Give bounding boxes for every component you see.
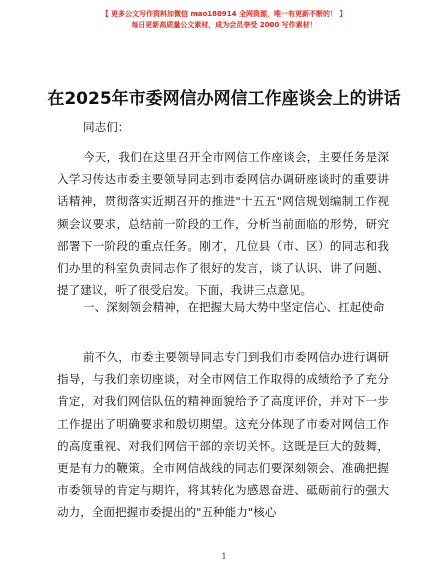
page-number: 1 — [221, 552, 227, 561]
paragraph-intro: 今天，我们在这里召开全市网信工作座谈会，主要任务是深入学习传达市委主要领导同志到市委网信办调研座谈时的重要讲话精神，贯彻落实近期召开的推进"十五五"网信规划编制工作视频会议要求，总结前一阶段的工作，分析当前面临的形势，研究部署下一阶段的重点任务。刚才，几位县（市、区）的同志和我们办里的科室负责同志作了很好的发言，谈了认识、讲了问题、提了建议，听了很受启发。下面，我讲三点意见。 — [57, 150, 389, 298]
promo-banner-line1: 【 更多公文写作资料加微信 mao180914 全网资源，唯一有更新不断的！ 】 — [101, 10, 347, 18]
document-title: 在2025年市委网信办网信工作座谈会上的讲话 — [47, 89, 401, 109]
greeting: 同志们： — [83, 120, 130, 134]
section-heading-1: 一、深刻领会精神，在把握大局大势中坚定信心、扛起使命 — [83, 300, 385, 314]
paragraph-section1: 前不久，市委主要领导同志专门到我们市委网信办进行调研指导，与我们亲切座谈，对全市网信工作取得的成绩给予了充分肯定，对我们网信队伍的精神面貌给予了高度评价，并对下一步工作提出了明确要求和殷切期望。这充分体现了市委对网信工作的高度重视、对我们网信干部的亲切关怀。这既是巨大的鼓舞，更是有力的鞭策。全市网信战线的同志们要深刻领会、准确把握市委领导的肯定与期许，将其转化为感恩奋进、砥砺前行的强大动力，全面把握市委提出的"五种能力"核心 — [57, 350, 389, 520]
promo-banner-line2: 每日更新高质量公文素材，成为会员享受 2000 写作素材！ — [131, 21, 317, 29]
